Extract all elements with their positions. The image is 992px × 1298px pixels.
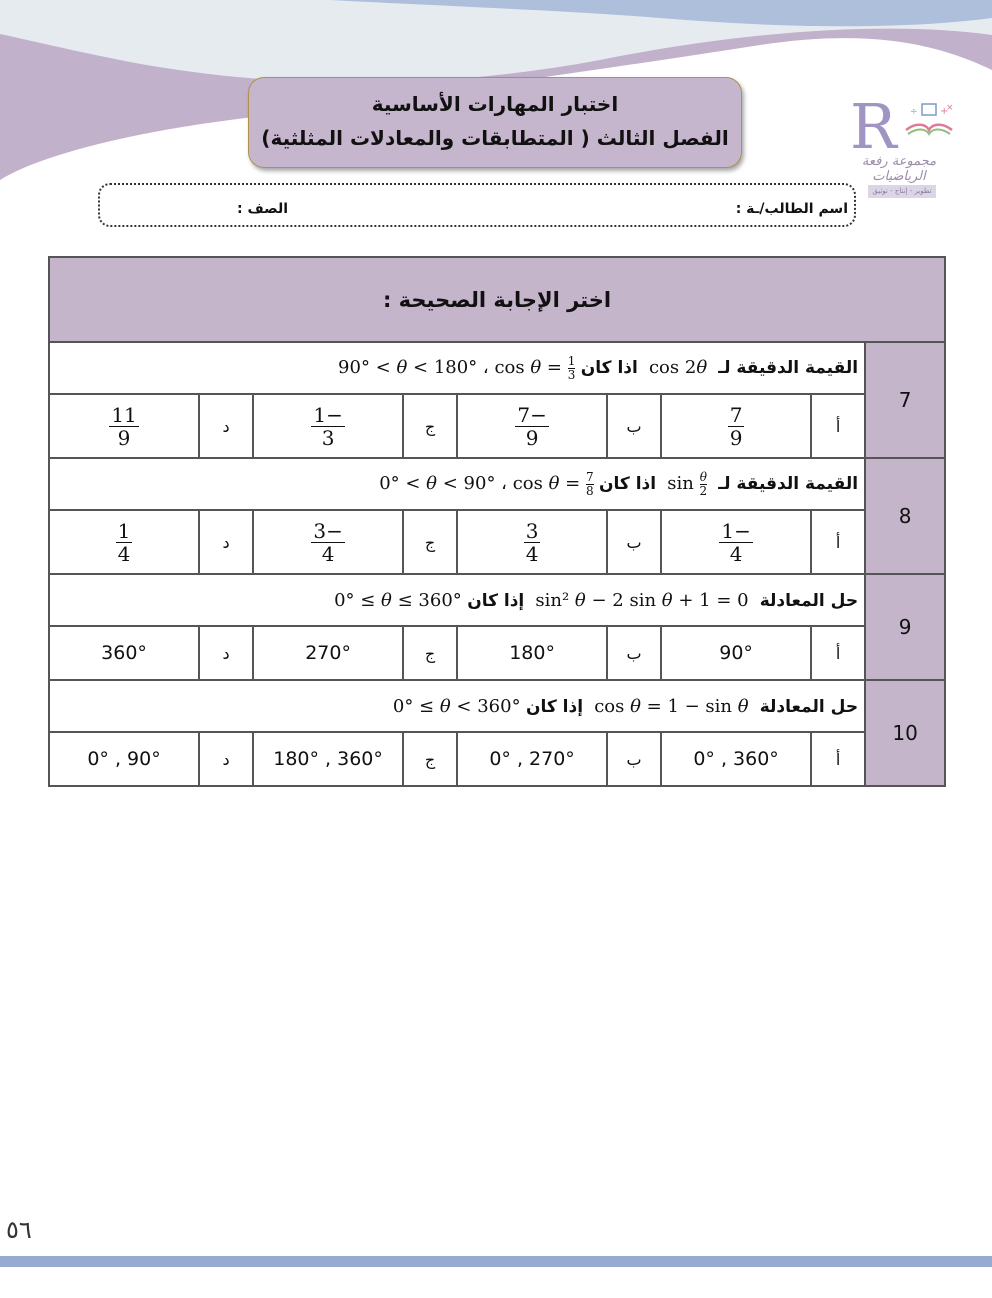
- page-number: ٥٦: [6, 1216, 32, 1244]
- svg-text:+: +: [940, 106, 949, 117]
- answer-option-a[interactable]: $\frac{7}{9}$: [661, 394, 811, 458]
- answer-option-a[interactable]: 0° , 360°: [661, 732, 811, 786]
- answer-option-a[interactable]: 90°: [661, 626, 811, 680]
- question-prompt: حل المعادلة: [759, 590, 859, 611]
- answer-option-c[interactable]: 180° , 360°: [253, 732, 403, 786]
- student-name-label: اسم الطالب/ـة :: [735, 201, 848, 217]
- question-expression: sin² θ − 2 sin θ + 1 = 0: [529, 589, 755, 611]
- logo-letter: R: [850, 90, 897, 163]
- condition-label: إذا كان: [525, 696, 584, 717]
- question-prompt: القيمة الدقيقة لـ: [718, 474, 859, 494]
- option-letter-a: أ: [811, 626, 865, 680]
- svg-text:×: ×: [946, 103, 954, 113]
- student-class-label: الصف :: [237, 201, 288, 217]
- footer-bar: [0, 1256, 992, 1267]
- question-text: [49, 680, 865, 732]
- page-title: اختبار المهارات الأساسية: [371, 92, 619, 116]
- option-letter-d: د: [199, 732, 253, 786]
- questions-table: [48, 256, 946, 787]
- option-letter-c: ج: [403, 626, 457, 680]
- answer-option-b[interactable]: 0° , 270°: [457, 732, 607, 786]
- question-condition: 90° < θ < 180° ، cos θ = $\frac{1}{3}$: [326, 353, 576, 382]
- student-info-box: [98, 183, 856, 227]
- answer-option-d[interactable]: $\frac{1}{4}$: [49, 510, 199, 574]
- logo-tagline: تطوير - إنتاج - توثيق: [868, 185, 936, 198]
- question-condition: 0° < θ < 90° ، cos θ = $\frac{7}{8}$: [373, 469, 594, 498]
- option-letter-c: ج: [403, 394, 457, 458]
- option-letter-a: أ: [811, 510, 865, 574]
- answer-option-b[interactable]: $\frac{-7}{9}$: [457, 394, 607, 458]
- option-letter-a: أ: [811, 394, 865, 458]
- question-prompt: حل المعادلة: [759, 696, 859, 717]
- condition-label: اذا كان: [580, 358, 638, 378]
- option-letter-b: ب: [607, 510, 661, 574]
- option-letter-b: ب: [607, 732, 661, 786]
- answer-option-c[interactable]: $\frac{-1}{3}$: [253, 394, 403, 458]
- answer-option-b[interactable]: $\frac{3}{4}$: [457, 510, 607, 574]
- question-prompt: القيمة الدقيقة لـ: [718, 358, 859, 378]
- brand-logo: [846, 90, 964, 204]
- option-letter-d: د: [199, 626, 253, 680]
- answer-option-c[interactable]: $\frac{-3}{4}$: [253, 510, 403, 574]
- question-expression: sin $\frac{\theta}{2}$: [661, 469, 708, 498]
- book-icon: [902, 100, 956, 142]
- option-letter-c: ج: [403, 732, 457, 786]
- instruction-header: اختر الإجابة الصحيحة :: [49, 257, 945, 342]
- svg-text:÷: ÷: [910, 107, 918, 117]
- chapter-subtitle: الفصل الثالث ( المتطابقات والمعادلات المثلثية): [261, 126, 729, 150]
- question-text: [49, 342, 865, 394]
- question-expression: cos θ = 1 − sin θ: [588, 695, 749, 717]
- question-text: [49, 458, 865, 510]
- title-box: [248, 77, 742, 168]
- answer-option-c[interactable]: 270°: [253, 626, 403, 680]
- answer-option-d[interactable]: 0° , 90°: [49, 732, 199, 786]
- answer-option-d[interactable]: $\frac{11}{9}$: [49, 394, 199, 458]
- question-condition: 0° ≤ θ ≤ 360°: [322, 589, 462, 611]
- option-letter-b: ب: [607, 394, 661, 458]
- question-number: 7: [865, 342, 945, 458]
- question-number: 10: [865, 680, 945, 786]
- question-text: [49, 574, 865, 626]
- question-condition: 0° ≤ θ < 360°: [381, 695, 521, 717]
- option-letter-c: ج: [403, 510, 457, 574]
- option-letter-b: ب: [607, 626, 661, 680]
- option-letter-d: د: [199, 394, 253, 458]
- question-number: 9: [865, 574, 945, 680]
- option-letter-a: أ: [811, 732, 865, 786]
- logo-name: مجموعة رفعة الرياضيات: [861, 154, 937, 184]
- question-expression: cos 2θ: [643, 357, 708, 378]
- answer-option-a[interactable]: $\frac{-1}{4}$: [661, 510, 811, 574]
- condition-label: إذا كان: [467, 590, 525, 611]
- answer-option-d[interactable]: 360°: [49, 626, 199, 680]
- answer-option-b[interactable]: 180°: [457, 626, 607, 680]
- question-number: 8: [865, 458, 945, 574]
- condition-label: اذا كان: [599, 474, 657, 494]
- option-letter-d: د: [199, 510, 253, 574]
